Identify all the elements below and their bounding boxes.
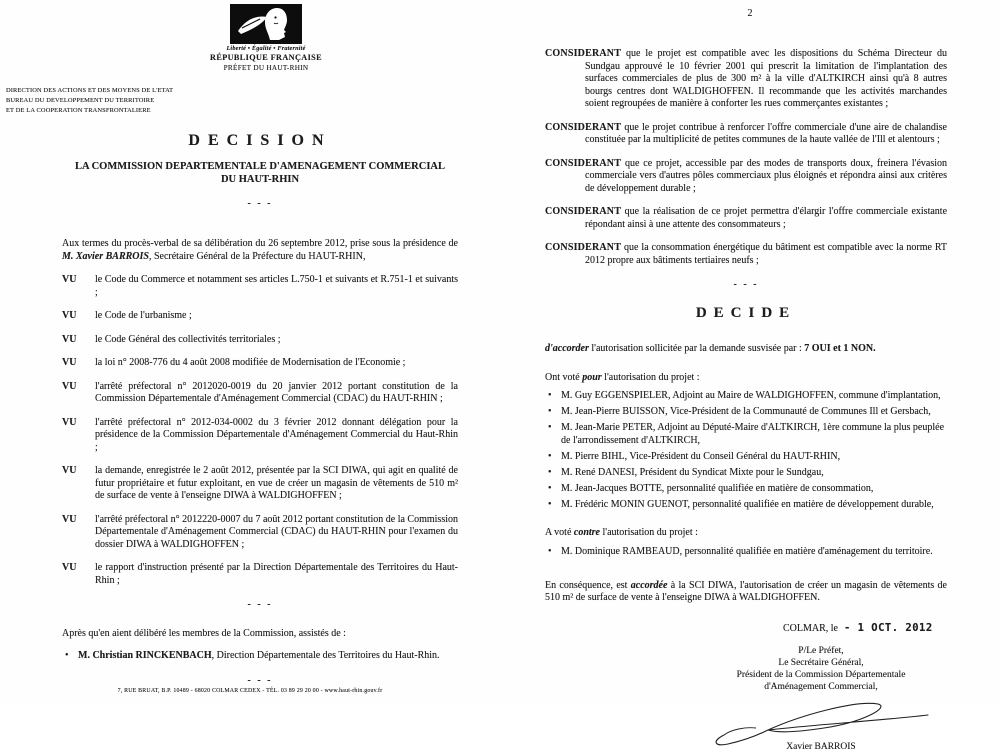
date-place: COLMAR, le: [783, 622, 838, 634]
vu-item: [62, 562, 458, 587]
signature-line: Président de la Commission Départementale: [736, 670, 906, 680]
assistant-name: M. Christian RINCKENBACH: [78, 650, 212, 661]
considerant-label: CONSIDERANT: [545, 121, 622, 133]
considerant-paragraph: [545, 206, 947, 231]
vu-label: VU: [62, 357, 77, 368]
signature-line: P/Le Préfet,: [798, 646, 844, 656]
considerant-paragraph: [545, 122, 947, 147]
considerant-text: que ce projet, accessible par des modes de transports doux, freinera l'évasion commerciale vers d'autres pôles commerciaux plus éloignés et répondra ainsi aux critères de développement durable ;: [585, 157, 948, 194]
signature-line: d'Aménagement Commercial,: [764, 682, 878, 692]
vu-label: VU: [62, 274, 77, 285]
prefect-line: PRÉFET DU HAUT-RHIN: [223, 64, 309, 72]
vu-text: l'arrêté préfectoral n° 2012020-0019 du 20 janvier 2012 portant constitution de la Commission Départementale d'Aménagement Commercial (CDAC) du HAUT-RHIN ;: [95, 380, 458, 404]
vu-item: [62, 417, 458, 455]
voter-item: • M. Jean-Marie PETER, Adjoint au Député-Maire d'ALTKIRCH, 1ère commune la plus peuplée de l'arrondissement d'ALTKIRCH,: [545, 421, 947, 447]
vu-label: VU: [62, 416, 77, 428]
voter-item: • M. Pierre BIHL, Vice-Président du Conseil Général du HAUT-RHIN,: [545, 450, 947, 463]
intro-post: , Secrétaire Général de la Préfecture du HAUT-RHIN,: [148, 250, 366, 262]
vu-label: VU: [62, 333, 77, 345]
vu-text: le Code du Commerce et notamment ses articles L.750-1 et suivants et R.751-1 et suivants ;: [95, 274, 458, 298]
vote-for-post: l'autorisation du projet :: [601, 371, 700, 383]
vu-text: la loi n° 2008-776 du 4 août 2008 modifiée de Modernisation de l'Economie ;: [95, 357, 406, 368]
page-number: 2: [747, 8, 753, 19]
considerant-paragraph: [545, 242, 947, 267]
voters-against-list: [545, 545, 947, 558]
considerant-label: CONSIDERANT: [545, 157, 622, 169]
considerant-text: que la consommation énergétique du bâtiment est compatible avec la norme RT 2012 propre aux bâtiments tertiaires neufs ;: [585, 242, 948, 266]
page-1: [0, 0, 500, 703]
service-line: ET DE LA COOPERATION TRANSFRONTALIERE: [6, 107, 151, 114]
vu-text: l'arrêté préfectoral n° 2012-034-0002 du 3 février 2012 donnant délégation pour la présidence de la Commission Départementale d'Aménagement Commercial du Haut-Rhin ;: [95, 416, 458, 453]
vote-for-pre: Ont voté: [545, 371, 583, 383]
vu-label: VU: [62, 310, 77, 321]
voter-item: • M. René DANESI, Président du Syndicat Mixte pour le Sundgau,: [545, 466, 947, 479]
considerant-label: CONSIDERANT: [545, 206, 622, 217]
separator: - - -: [247, 674, 273, 686]
considerant-text: que le projet contribue à renforcer l'offre commerciale d'une aire de chalandise constituée par la multiplicité de petites communes de la haute vallée de l'Ill et alentours ;: [585, 121, 947, 145]
decide-title: DECIDE: [695, 304, 797, 321]
vu-text: l'arrêté préfectoral n° 2012220-0007 du 7 août 2012 portant constitution de la Commission Départementale d'Aménagement Commercial (CDAC) du HAUT-RHIN pour l'examen du dossier DIWA à WALDIGHOFFEN ;: [95, 513, 458, 550]
document-subtitle: [62, 160, 458, 186]
date-line: [545, 622, 947, 636]
vu-item: [62, 334, 458, 347]
vu-text: la demande, enregistrée le 2 août 2012, présentée par la SCI DIWA, qui agit en qualité de futur propriétaire et futur exploitant, en vue de créer un magasin de vêtements de 510 m² de surface de vente à l'enseigne DIWA à WALDIGHOFFEN ;: [95, 465, 458, 501]
page-2-body: [545, 48, 947, 753]
republic-text: RÉPUBLIQUE FRANÇAISE: [210, 53, 322, 62]
vote-for-word: pour: [582, 371, 602, 383]
vu-item: [62, 357, 458, 370]
service-line: DIRECTION DES ACTIONS ET DES MOYENS DE L'ETAT: [6, 87, 174, 94]
vu-label: VU: [62, 513, 77, 525]
vu-text: le Code Général des collectivités territoriales ;: [95, 333, 281, 345]
date-stamp: - 1 OCT. 2012: [844, 621, 933, 634]
vote-result: 7 OUI et 1 NON.: [804, 343, 876, 354]
prefecture-address-footer: 7, RUE BRUAT, B.P. 10489 - 68020 COLMAR CEDEX - TÉL. 03 89 29 20 00 - www.haut-rhin.gouv.fr: [117, 688, 383, 694]
vu-item: [62, 310, 458, 323]
vu-label: VU: [62, 562, 77, 573]
signature-block: [697, 645, 945, 753]
separator: - - -: [247, 599, 273, 610]
considerant-label: CONSIDERANT: [545, 242, 622, 253]
considerant-label: CONSIDERANT: [545, 48, 622, 59]
vu-item: [62, 465, 458, 503]
voter-item: • M. Guy EGGENSPIELER, Adjoint au Maire de WALDIGHOFFEN, commune d'implantation,: [545, 389, 947, 402]
considerant-paragraph: [545, 48, 947, 111]
service-line: BUREAU DU DEVELOPPEMENT DU TERRITOIRE: [6, 97, 155, 104]
vote-against-pre: A voté: [545, 527, 574, 538]
vu-item: [62, 274, 458, 299]
conclusion-post: à la SCI DIWA, l'autorisation de créer un magasin de vêtements de 510 m² de surface de vente à l'enseigne DIWA à WALDIGHOFFEN.: [545, 579, 947, 603]
separator: - - -: [733, 279, 759, 290]
signatory-name: Xavier BARROIS: [786, 742, 856, 752]
considerant-text: que la réalisation de ce projet permettra d'élargir l'offre commerciale existante répondant ainsi à une attente des consommateurs ;: [585, 206, 948, 230]
document-title: DECISION: [188, 132, 332, 149]
vu-label: VU: [62, 380, 77, 392]
voters-for-list: [545, 389, 947, 511]
grant-paragraph: [545, 343, 947, 356]
conclusion-paragraph: [545, 580, 947, 605]
vu-item: [62, 381, 458, 406]
vu-list: [62, 274, 458, 587]
subtitle-line: LA COMMISSION DEPARTEMENTALE D'AMENAGEMENT COMMERCIAL: [74, 160, 446, 172]
considerant-paragraph: [545, 158, 947, 196]
deliberation-intro: Après qu'en aient délibéré les membres de la Commission, assistés de :: [62, 627, 346, 639]
vote-against-word: contre: [573, 527, 600, 538]
intro-pre: Aux termes du procès-verbal de sa délibération du 26 septembre 2012, prise sous la présidence de: [62, 238, 458, 249]
vote-for-intro: [545, 372, 947, 385]
intro-paragraph: [62, 238, 458, 263]
voter-item: • M. Dominique RAMBEAUD, personnalité qualifiée en matière d'aménagement du territoire.: [545, 545, 947, 558]
motto-text: Liberté • Égalité • Fraternité: [226, 45, 306, 52]
vote-against-post: l'autorisation du projet :: [600, 527, 698, 538]
service-block: [6, 86, 173, 116]
vu-label: VU: [62, 465, 77, 476]
vu-text: le Code de l'urbanisme ;: [95, 310, 192, 321]
vu-text: le rapport d'instruction présenté par la Direction Départementale des Territoires du Haut-Rhin ;: [95, 562, 458, 586]
conclusion-word: accordée: [630, 579, 668, 591]
grant-verb: d'accorder: [545, 343, 589, 354]
voter-item: • M. Jean-Pierre BUISSON, Vice-Président de la Communauté de Communes Ill et Gersbach,: [545, 405, 947, 418]
vu-item: [62, 514, 458, 552]
grant-mid: l'autorisation sollicitée par la demande susvisée par :: [588, 343, 805, 354]
assistant-item: [62, 650, 458, 663]
assistant-role: , Direction Départementale des Territoires du Haut-Rhin.: [211, 650, 440, 661]
handwritten-signature-icon: [706, 695, 936, 747]
page-1-body: [62, 132, 458, 687]
voter-item: • M. Jean-Jacques BOTTE, personnalité qualifiée en matière de consommation,: [545, 482, 947, 495]
separator: - - -: [247, 197, 273, 209]
conclusion-pre: En conséquence, est: [545, 579, 631, 591]
subtitle-line: DU HAUT-RHIN: [220, 173, 300, 185]
voter-item: • M. Frédéric MONIN GUENOT, personnalité qualifiée en matière de développement durable,: [545, 498, 947, 511]
vote-against-intro: [545, 527, 947, 540]
republic-header: [196, 4, 336, 62]
signature-line: Le Secrétaire Général,: [778, 658, 864, 668]
page-2: [500, 0, 1000, 752]
marianne-logo-icon: [230, 4, 302, 44]
president-name: M. Xavier BARROIS: [62, 250, 149, 262]
considerant-text: que le projet est compatible avec les dispositions du Schéma Directeur du Sundgau approuvé le 10 février 2001 qui prescrit la limitation de l'implantation des surfaces commerciales de plus de 300 m² à la ville d'ALTKIRCH ainsi qu'à 8 autres bourgs centres dont WALDIGHOFFEN. Il recommande que les activités marchandes soient regroupées de manière à conforter les rues commerçantes existantes ;: [585, 48, 948, 109]
